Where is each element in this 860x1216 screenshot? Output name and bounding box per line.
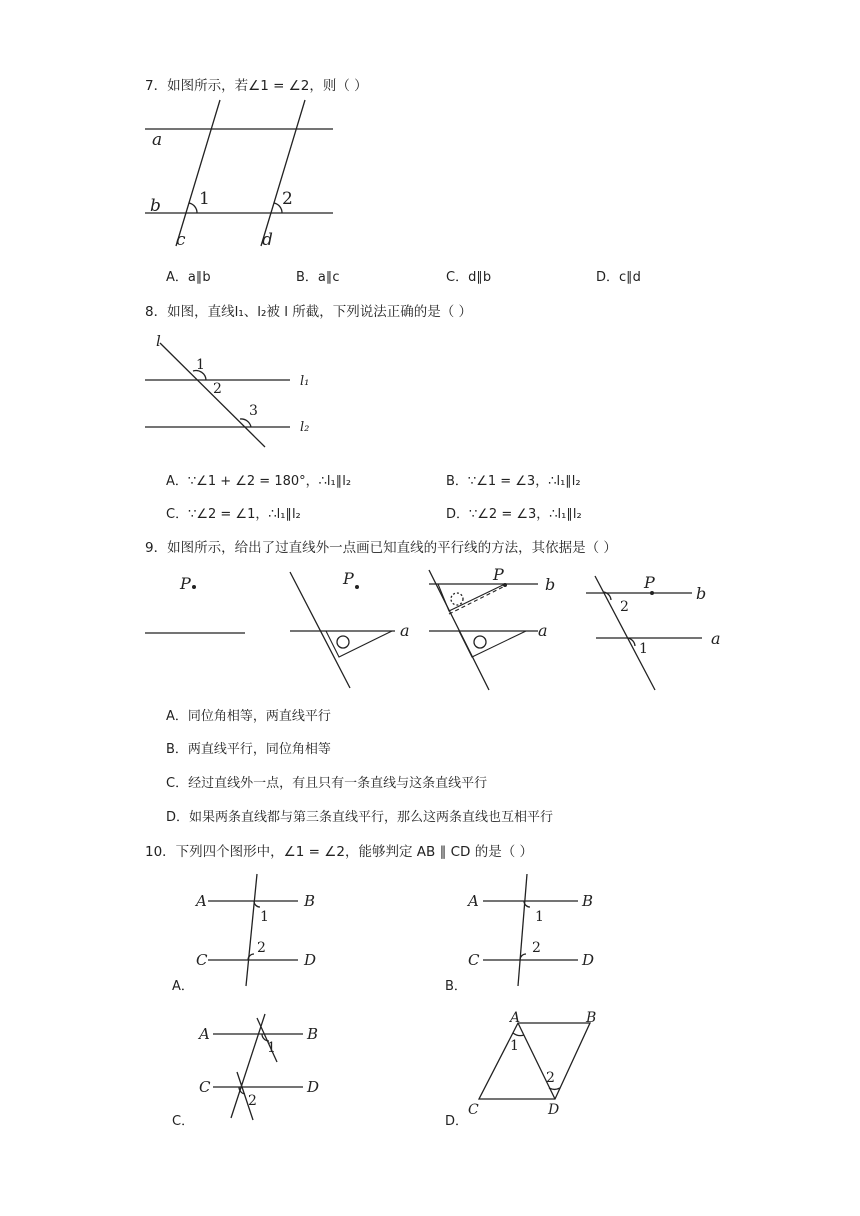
q10c-label-B: B [307, 1025, 319, 1043]
q7-label-c: c [176, 230, 186, 250]
q9-p4-label-a: a [711, 629, 721, 648]
q8-option-d[interactable]: D．∵∠2 = ∠3，∴l₁∥l₂ [446, 507, 582, 522]
q8-angle-1: 1 [196, 357, 205, 373]
q10d-angle-1: 1 [510, 1038, 519, 1054]
q10a-label-C: C [196, 951, 208, 969]
q8-angle-2: 2 [213, 381, 222, 397]
q10d-label-A: A [510, 1010, 521, 1026]
q7-option-a[interactable]: A．a∥b [166, 270, 211, 285]
q8-stem: 8．如图，直线l₁、l₂被 l 所截，下列说法正确的是（ ） [145, 304, 473, 320]
q9-p3-label-P: P [493, 565, 504, 584]
q9-option-a[interactable]: A．同位角相等，两直线平行 [166, 709, 331, 724]
q7-label-a: a [152, 130, 163, 150]
q10-figure-b [465, 870, 605, 990]
q10c-label-A: A [199, 1025, 210, 1043]
q8-option-b[interactable]: B．∵∠1 = ∠3，∴l₁∥l₂ [446, 474, 581, 489]
q8-label-l2: l₂ [300, 420, 310, 435]
q10-figure-a [190, 870, 330, 990]
q7-angle-1: 1 [199, 189, 210, 209]
q9-p3-label-a: a [538, 621, 548, 640]
q7-option-d[interactable]: D．c∥d [596, 270, 641, 285]
q10b-angle-1: 1 [535, 909, 544, 925]
q10b-label-B: B [582, 892, 594, 910]
q10a-label-A: A [196, 892, 207, 910]
q10a-label-B: B [304, 892, 316, 910]
q8-figure [140, 333, 320, 448]
q9-p4-angle-2: 2 [620, 599, 629, 615]
q10c-label-C: C [199, 1078, 211, 1096]
q7-option-c[interactable]: C．d∥b [446, 270, 492, 285]
q10-option-a[interactable]: A． [172, 979, 194, 994]
q9-p2-label-P: P [343, 569, 354, 588]
q10b-label-C: C [468, 951, 480, 969]
q9-p4-label-P: P [644, 573, 655, 592]
q7-angle-2: 2 [282, 189, 293, 209]
q7-label-d: d [262, 230, 273, 250]
q10b-label-D: D [582, 951, 595, 969]
q8-angle-3: 3 [249, 403, 258, 419]
q10-option-c[interactable]: C． [172, 1114, 195, 1129]
q10c-angle-1: 1 [267, 1040, 276, 1056]
q10b-label-A: A [468, 892, 479, 910]
q8-option-a[interactable]: A．∵∠1 + ∠2 = 180°，∴l₁∥l₂ [166, 474, 352, 489]
q9-stem: 9．如图所示，给出了过直线外一点画已知直线的平行线的方法，其依据是（ ） [145, 540, 617, 556]
q10d-label-B: B [586, 1010, 597, 1026]
q10-stem: 10．下列四个图形中，∠1 = ∠2，能够判定 AB ∥ CD 的是（ ） [145, 844, 533, 860]
q10-option-b[interactable]: B． [445, 979, 467, 994]
q10-figure-c [195, 1010, 335, 1130]
q9-p2-label-a: a [400, 621, 410, 640]
q9-p4-angle-1: 1 [639, 641, 648, 657]
q10d-angle-2: 2 [546, 1070, 555, 1086]
q9-option-d[interactable]: D．如果两条直线都与第三条直线平行，那么这两条直线也互相平行 [166, 810, 554, 825]
q8-label-l1: l₁ [300, 374, 310, 389]
q10-option-d[interactable]: D． [445, 1114, 469, 1129]
q7-figure [140, 100, 340, 250]
q9-figure [140, 565, 730, 695]
q10c-angle-2: 2 [248, 1093, 257, 1109]
q10c-label-D: D [307, 1078, 320, 1096]
q10d-label-D: D [548, 1102, 560, 1118]
q9-option-c[interactable]: C．经过直线外一点，有且只有一条直线与这条直线平行 [166, 776, 488, 791]
q9-option-b[interactable]: B．两直线平行，同位角相等 [166, 742, 331, 757]
q9-p3-label-b: b [545, 575, 556, 594]
q10d-label-C: C [468, 1102, 479, 1118]
q10a-angle-2: 2 [257, 940, 266, 956]
q8-label-l: l [156, 332, 161, 350]
q8-option-c[interactable]: C．∵∠2 = ∠1，∴l₁∥l₂ [166, 507, 301, 522]
q10a-label-D: D [304, 951, 317, 969]
q10b-angle-2: 2 [532, 940, 541, 956]
q7-label-b: b [150, 196, 161, 216]
q7-option-b[interactable]: B．a∥c [296, 270, 340, 285]
q7-stem: 7．如图所示，若∠1 = ∠2，则（ ） [145, 78, 368, 94]
q9-p1-label-P: P [180, 574, 191, 593]
q10a-angle-1: 1 [260, 909, 269, 925]
q9-p4-label-b: b [696, 584, 707, 603]
q10-figure-d [462, 1008, 612, 1123]
